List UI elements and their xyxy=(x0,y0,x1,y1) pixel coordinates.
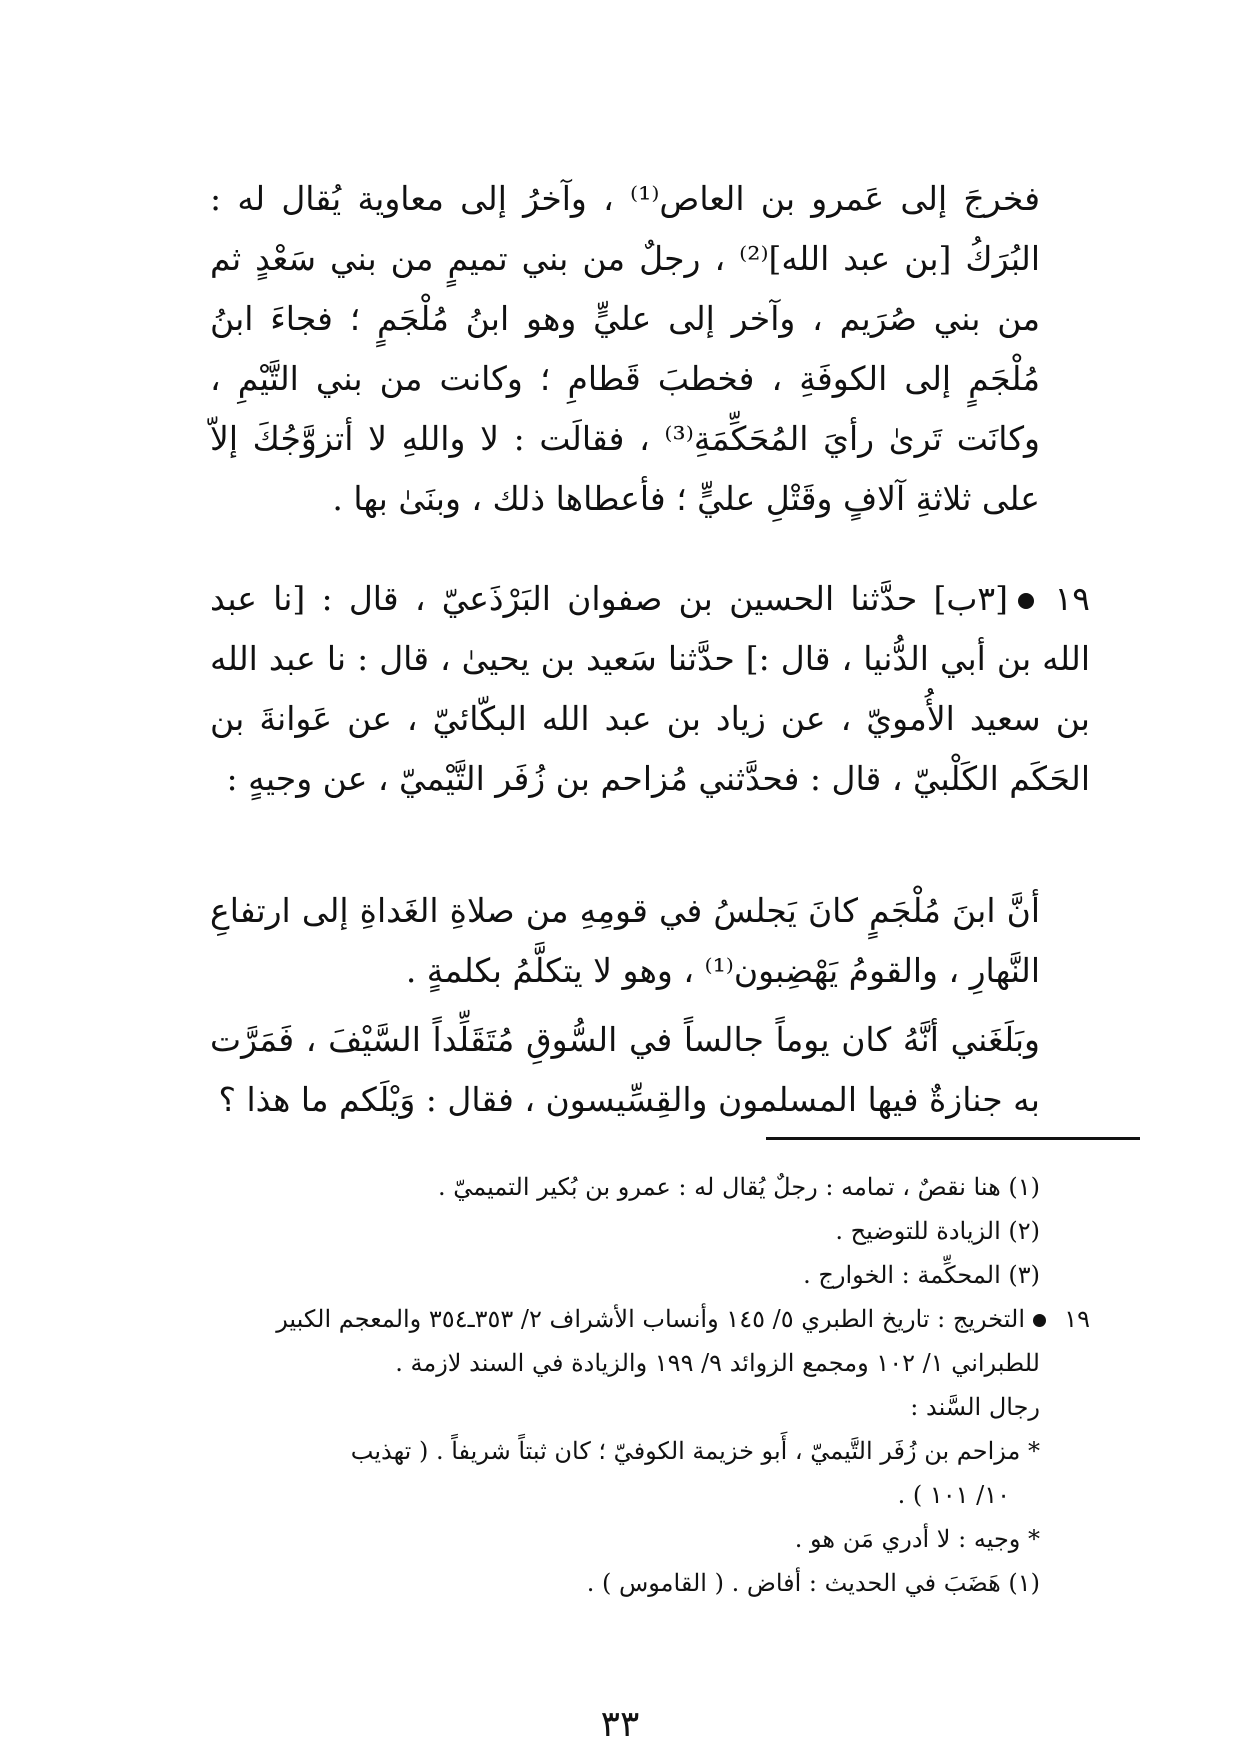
takhrij-continuation: للطبراني ١/ ١٠٢ ومجمع الزوائد ٩/ ١٩٩ والزيادة في السند لازمة . xyxy=(395,1349,1040,1377)
hadith-number: ١٩ xyxy=(1054,579,1090,618)
rijal-heading: رجال السَّند : xyxy=(910,1393,1040,1421)
main-paragraph-3: أنَّ ابنَ مُلْجَمٍ كانَ يَجلسُ في قومِهِ من صلاةِ الغَداةِ إلى ارتفاعِ النَّهارِ ، والقومُ يَهْضِبون⁽¹⁾ ، وهو لا يتكلَّمُ بكلمةٍ . xyxy=(210,891,1040,990)
footnote-separator xyxy=(766,1137,1140,1140)
bullet-icon xyxy=(1033,1314,1046,1327)
rijal-item-2: * وجيه : لا أدري مَن هو . xyxy=(794,1525,1040,1553)
footnote-2: (٢) الزيادة للتوضيح . xyxy=(835,1217,1040,1245)
footnotes-section xyxy=(190,1165,1090,1605)
rijal-item-1: * مزاحم بن زُفَر التَّيميّ ، أَبو خزيمة الكوفيّ ؛ كان ثبتاً شريفاً . ( تهذيب xyxy=(350,1437,1040,1465)
main-paragraph-4: وبَلَغَني أنَّهُ كان يوماً جالساً في السُّوقِ مُتَقَلِّداً السَّيْفَ ، فَمَرَّت به جنازةٌ فيها المسلمون والقِسِّيسون ، فقال : وَيْلَكم ما هذا ؟ xyxy=(210,1020,1040,1119)
takhrij-line xyxy=(190,1297,1090,1341)
page-number: ٣٣ xyxy=(600,1704,640,1745)
hadith-19-isnad: [٣ب] حدَّثنا الحسين بن صفوان البَرْذَعيّ ، قال : [نا عبد الله بن أبي الدُّنيا ، قال :] حدَّثنا سَعيد بن يحيىٰ ، قال : نا عبد الله بن سعيد الأُمويّ ، عن زياد بن عبد الله البكّائيّ ، عن عَوانةَ بن الحَكَم الكَلْبيّ ، قال : فحدَّثني مُزاحم بن زُفَر التَّيْميّ ، عن وجيهٍ : xyxy=(210,579,1090,798)
rijal-item-1-continuation: ١٠/ ١٠١ ) . xyxy=(897,1481,1010,1509)
main-paragraph-1: فخرجَ إلى عَمرو بن العاص⁽¹⁾ ، وآخرُ إلى معاوية يُقال له : البُرَكُ [بن عبد الله]⁽²⁾ ، رجلٌ من بني تميمٍ من بني سَعْدٍ ثم من بني صُرَيم ، وآخر إلى عليٍّ وهو ابنُ مُلْجَمٍ ؛ فجاءَ ابنُ مُلْجَمٍ إلى الكوفَةِ ، فخطبَ قَطامِ ؛ وكانت من بني التَّيْمِ ، وكانَت تَرىٰ رأيَ المُحَكِّمَةِ⁽³⁾ ، فقالَت : لا واللهِ لا أتزوَّجُكَ إلاّ على ثلاثةِ آلافٍ وقَتْلِ عليٍّ ؛ فأعطاها ذلك ، وبنَىٰ بها . xyxy=(210,179,1040,518)
takhrij-text: التخريج : تاريخ الطبري ٥/ ١٤٥ وأنساب الأشراف ٢/ ٣٥٣ـ٣٥٤ والمعجم الكبير xyxy=(276,1305,1025,1333)
hadith-19-paragraph xyxy=(210,569,1090,809)
footnote-3: (٣) المحكِّمة : الخوارج . xyxy=(803,1261,1040,1289)
footnote-1: (١) هنا نقصٌ ، تمامه : رجلٌ يُقال له : عمرو بن بُكير التميميّ . xyxy=(438,1173,1040,1201)
takhrij-number: ١٩ xyxy=(1064,1305,1090,1333)
bullet-icon xyxy=(1018,593,1034,609)
footnote-4: (١) هَضَبَ في الحديث : أفاض . ( القاموس ) . xyxy=(586,1569,1040,1597)
